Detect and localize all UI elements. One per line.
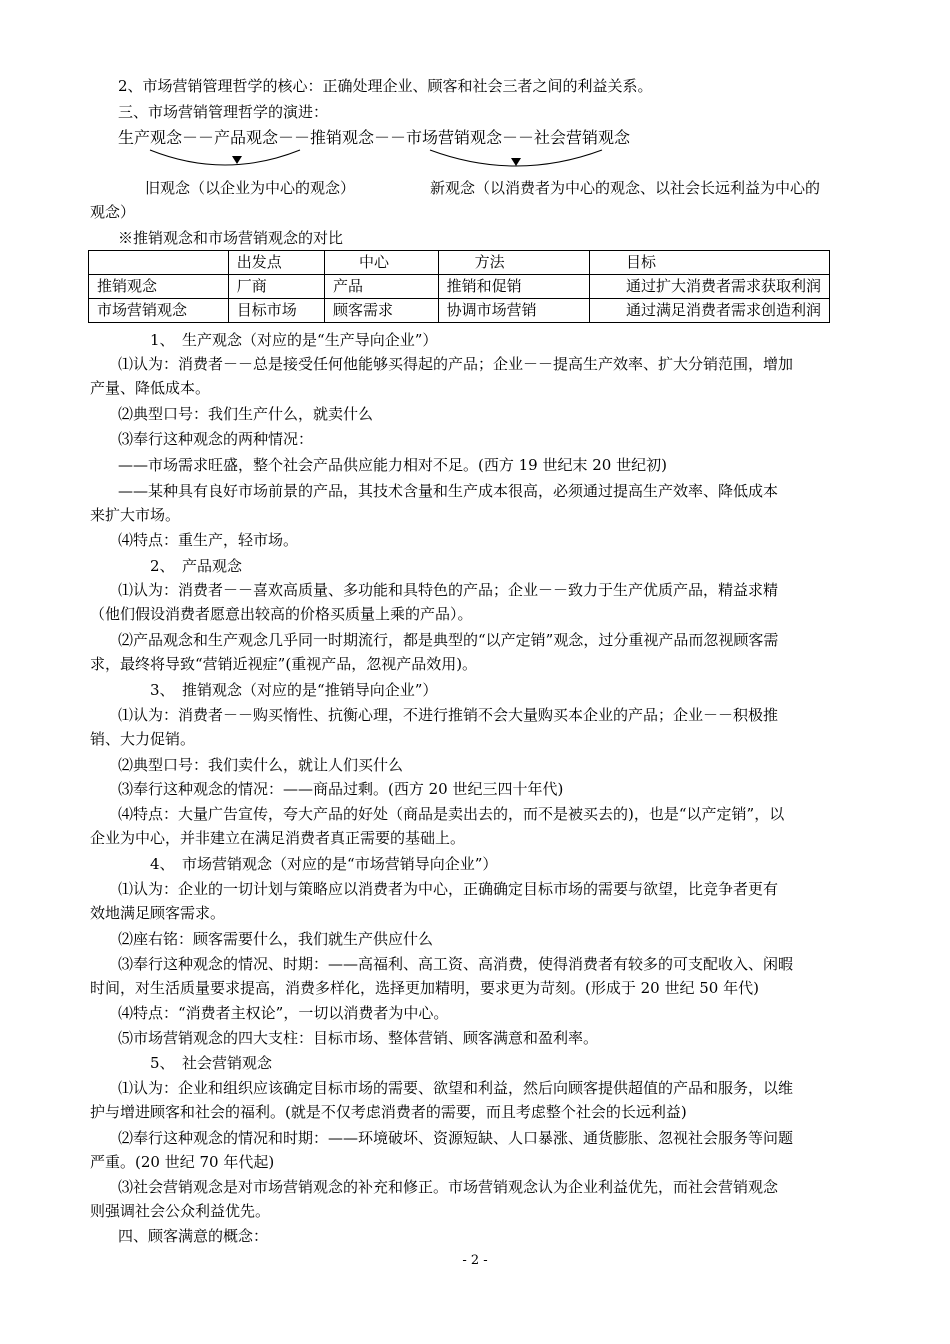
text-line: 效地满足顾客需求。	[90, 904, 226, 922]
text-line: 时间，对生活质量要求提高，消费多样化，选择更加精明，要求更为苛刻。(形成于 20 世纪 50 年代)	[90, 979, 759, 997]
text-line: ⑴认为：消费者－－总是接受任何他能够买得起的产品；企业－－提高生产效率、扩大分销范围，增加	[118, 355, 794, 373]
evolution-arcs	[0, 0, 950, 200]
text-line: 则强调社会公众利益优先。	[90, 1202, 271, 1220]
text-line: ——市场需求旺盛，整个社会产品供应能力相对不足。(西方 19 世纪末 20 世纪初)	[118, 456, 667, 474]
text-line: ⑴认为：消费者－－购买惰性、抗衡心理，不进行推销不会大量购买本企业的产品；企业－－积极推	[118, 706, 779, 724]
table-cell: 目标市场	[228, 299, 324, 323]
section-heading-satisfaction: 四、顾客满意的概念：	[118, 1227, 269, 1245]
heading-production: 1、 生产观念（对应的是“生产导向企业”）	[150, 331, 438, 349]
new-concept-label: 新观念（以消费者为中心的观念、以社会长远利益为中心的	[430, 179, 821, 197]
text-line: 求，最终将导致“营销近视症”(重视产品，忽视产品效用)。	[90, 655, 478, 673]
table-cell: 产品	[325, 275, 439, 299]
text-line: 来扩大市场。	[90, 506, 181, 524]
new-concept-label-cont: 观念）	[90, 203, 136, 221]
text-line: 企业为中心，并非建立在满足消费者真正需要的基础上。	[90, 829, 466, 847]
header-cell	[89, 251, 229, 275]
new-arrow	[511, 158, 521, 166]
table-row	[89, 275, 830, 299]
heading-selling: 3、 推销观念（对应的是“推销导向企业”）	[150, 681, 438, 699]
text-line: 护与增进顾客和社会的福利。(就是不仅考虑消费者的需要，而且考虑整个社会的长远利益)	[90, 1103, 687, 1121]
text-line: 严重。(20 世纪 70 年代起)	[90, 1153, 275, 1171]
table-header-row	[89, 251, 830, 275]
table-cell: 推销观念	[89, 275, 229, 299]
text-line: ⑵典型口号：我们生产什么，就卖什么	[118, 405, 374, 423]
text-line: （他们假设消费者愿意出较高的价格买质量上乘的产品）。	[90, 605, 473, 623]
comparison-table	[88, 250, 830, 323]
table-cell: 通过满足消费者需求创造利润	[589, 299, 829, 323]
header-cell: 目标	[589, 251, 829, 275]
heading-societal: 5、 社会营销观念	[150, 1054, 273, 1072]
text-line: ⑵座右铭：顾客需要什么，我们就生产供应什么	[118, 930, 434, 948]
text-line: ⑴认为：企业的一切计划与策略应以消费者为中心，正确确定目标市场的需要与欲望，比竞争者更有	[118, 880, 779, 898]
table-cell: 协调市场营销	[438, 299, 589, 323]
heading-product: 2、 产品观念	[150, 557, 243, 575]
section-heading-evolution: 三、市场营销管理哲学的演进：	[118, 103, 329, 121]
page-number: - 2 -	[462, 1253, 488, 1268]
header-cell: 中心	[325, 251, 439, 275]
text-line: ⑴认为：消费者－－喜欢高质量、多功能和具特色的产品；企业－－致力于生产优质产品，精益求精	[118, 581, 779, 599]
old-concept-label: 旧观念（以企业为中心的观念）	[145, 179, 356, 197]
comparison-title: ※推销观念和市场营销观念的对比	[118, 229, 344, 247]
table-cell: 通过扩大消费者需求获取利润	[589, 275, 829, 299]
table-cell: 市场营销观念	[89, 299, 229, 323]
table-row	[89, 299, 830, 323]
evolution-chain: 生产观念－－产品观念－－推销观念－－市场营销观念－－社会营销观念	[118, 128, 631, 147]
text-line: ⑵奉行这种观念的情况和时期：——环境破坏、资源短缺、人口暴涨、通货膨胀、忽视社会服务等问题	[118, 1129, 794, 1147]
text-line: ⑷特点：重生产，轻市场。	[118, 531, 299, 549]
text-line: ⑵产品观念和生产观念几乎同一时期流行，都是典型的“以产定销”观念，过分重视产品而忽视顾客需	[118, 631, 779, 649]
text-line: 产量、降低成本。	[90, 379, 211, 397]
text-line: ⑷特点：大量广告宣传，夸大产品的好处（商品是卖出去的，而不是被买去的)，也是“以产定销”，以	[118, 805, 785, 823]
old-arc	[150, 150, 300, 165]
text-line: ⑸市场营销观念的四大支柱：目标市场、整体营销、顾客满意和盈利率。	[118, 1029, 599, 1047]
text-line: ⑷特点：“消费者主权论”，一切以消费者为中心。	[118, 1004, 449, 1022]
text-line: ——某种具有良好市场前景的产品，其技术含量和生产成本很高，必须通过提高生产效率、降低成本	[118, 482, 779, 500]
table-cell: 厂商	[228, 275, 324, 299]
table-cell: 顾客需求	[325, 299, 439, 323]
old-arrow	[232, 156, 242, 164]
text-line: ⑶社会营销观念是对市场营销观念的补充和修正。市场营销观念认为企业利益优先，而社会营销观念	[118, 1178, 779, 1196]
text-line: ⑶奉行这种观念的两种情况：	[118, 430, 314, 448]
text-line: ⑶奉行这种观念的情况：——商品过剩。(西方 20 世纪三四十年代)	[118, 780, 564, 798]
text-line: ⑵典型口号：我们卖什么，就让人们买什么	[118, 756, 404, 774]
text-line: 销、大力促销。	[90, 730, 196, 748]
heading-marketing: 4、 市场营销观念（对应的是“市场营销导向企业”）	[150, 855, 498, 873]
text-line: ⑶奉行这种观念的情况、时期：——高福利、高工资、高消费，使得消费者有较多的可支配收入、闲暇	[118, 955, 794, 973]
header-cell: 方法	[438, 251, 589, 275]
header-cell: 出发点	[228, 251, 324, 275]
paragraph-core: 2、市场营销管理哲学的核心：正确处理企业、顾客和社会三者之间的利益关系。	[118, 77, 653, 95]
text-line: ⑴认为：企业和组织应该确定目标市场的需要、欲望和利益，然后向顾客提供超值的产品和服务，以维	[118, 1079, 794, 1097]
table-cell: 推销和促销	[438, 275, 589, 299]
